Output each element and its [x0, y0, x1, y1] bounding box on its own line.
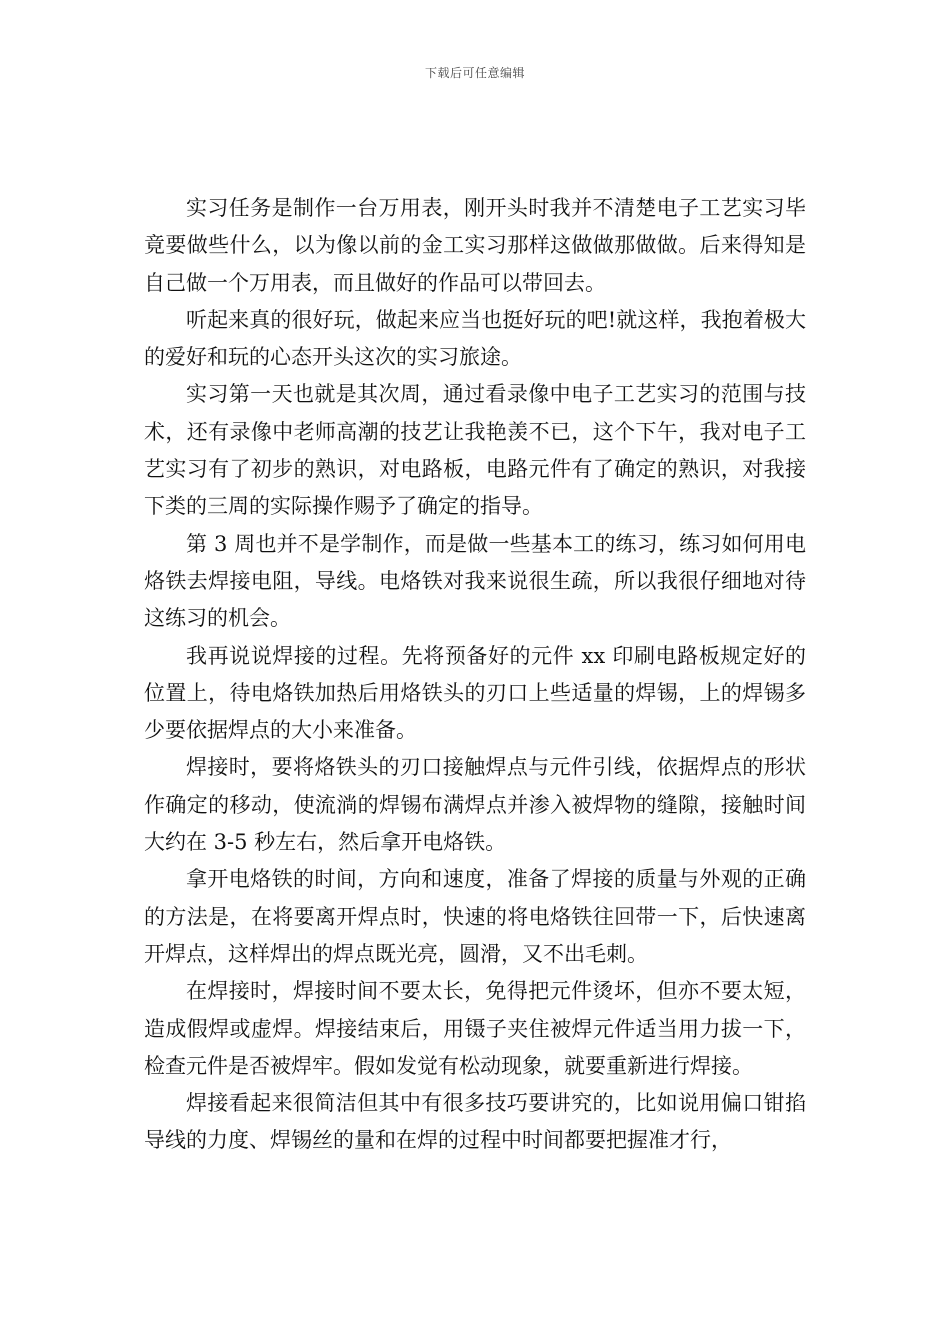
document-body: [144, 190, 806, 1160]
paragraph-5: 我再说说焊接的过程。先将预备好的元件 xx 印刷电路板规定好的位置上，待电烙铁加热后用烙铁头的刃口上些适量的焊锡，上的焊锡多少要依据焊点的大小来准备。: [144, 643, 806, 743]
paragraph-8: 在焊接时，焊接时间不要太长，免得把元件烫坏，但亦不要太短，造成假焊或虚焊。焊接结束后，用镊子夹住被焊元件适当用力拔一下，检查元件是否被焊牢。假如发觉有松动现象，就要重新进行焊接。: [144, 979, 806, 1078]
paragraph-9: 焊接看起来很简洁但其中有很多技巧要讲究的，比如说用偏口钳掐导线的力度、焊锡丝的量和在焊的过程中时间都要把握准才行，: [144, 1091, 806, 1153]
paragraph-1: 实习任务是制作一台万用表，刚开头时我并不清楚电子工艺实习毕竟要做些什么，以为像以前的金工实习那样这做做那做做。后来得知是自己做一个万用表，而且做好的作品可以带回去。: [144, 196, 806, 295]
paragraph-6: 焊接时，要将烙铁头的刃口接触焊点与元件引线，依据焊点的形状作确定的移动，使流淌的焊锡布满焊点并渗入被焊物的缝隙，接触时间大约在 3-5 秒左右，然后拿开电烙铁。: [144, 755, 806, 855]
page-header: 下载后可任意编辑: [424, 66, 525, 80]
paragraph-2: 听起来真的很好玩，做起来应当也挺好玩的吧!就这样，我抱着极大的爱好和玩的心态开头这次的实习旅途。: [144, 307, 806, 370]
paragraph-3: 实习第一天也就是其次周，通过看录像中电子工艺实习的范围与技术，还有录像中老师高潮的技艺让我艳羡不已，这个下午，我对电子工艺实习有了初步的熟识，对电路板，电路元件有了确定的熟识，对我接下类的三周的实际操作赐予了确定的指导。: [144, 382, 806, 519]
paragraph-7: 拿开电烙铁的时间，方向和速度，准备了焊接的质量与外观的正确的方法是，在将要离开焊点时，快速的将电烙铁往回带一下，后快速离开焊点，这样焊出的焊点既光亮，圆滑，又不出毛刺。: [144, 867, 806, 966]
paragraph-4: 第 3 周也并不是学制作，而是做一些基本工的练习，练习如何用电烙铁去焊接电阻，导线。电烙铁对我来说很生疏，所以我很仔细地对待这练习的机会。: [144, 531, 806, 631]
